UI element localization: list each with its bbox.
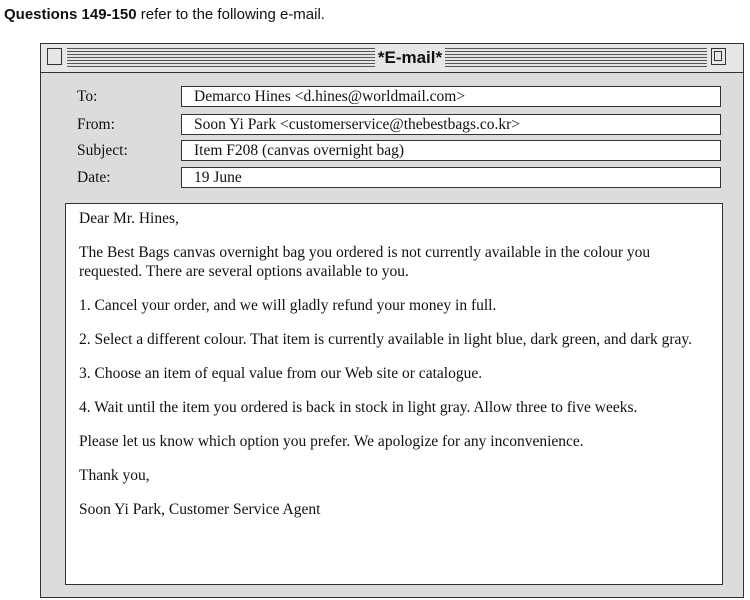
email-signature: Soon Yi Park, Customer Service Agent (79, 501, 321, 518)
date-row (41, 167, 743, 189)
from-field[interactable]: Soon Yi Park <customerservice@thebestbags.co.kr> (181, 114, 721, 135)
email-greeting: Dear Mr. Hines, (79, 210, 179, 227)
window-titlebar[interactable] (41, 44, 743, 73)
question-reference: Questions 149-150 (4, 6, 137, 23)
subject-field[interactable]: Item F208 (canvas overnight bag) (181, 140, 721, 161)
to-field[interactable]: Demarco Hines <d.hines@worldmail.com> (181, 86, 721, 107)
question-intro-text: refer to the following e-mail. (136, 6, 325, 23)
email-body[interactable] (65, 203, 723, 585)
zoom-box-icon[interactable] (711, 48, 726, 65)
from-row (41, 114, 743, 136)
question-intro (4, 6, 325, 23)
option-3: 3. Choose an item of equal value from our Web site or catalogue. (79, 365, 483, 382)
date-label: Date: (77, 169, 111, 186)
email-window (40, 43, 744, 598)
email-paragraph: The Best Bags canvas overnight bag you ordered is not currently available in the colour you requested. There are several options available to you. (79, 244, 651, 280)
option-2: 2. Select a different colour. That item is currently available in light blue, dark green, and dark gray. (79, 331, 693, 348)
from-label: From: (77, 116, 115, 133)
to-label: To: (77, 88, 98, 105)
email-signoff: Thank you, (79, 467, 150, 484)
closing-request: Please let us know which option you prefer. We apologize for any inconvenience. (79, 433, 584, 450)
titlebar-stripes-right (445, 48, 707, 67)
to-row (41, 86, 743, 108)
subject-row (41, 140, 743, 162)
titlebar-stripes-left (67, 48, 375, 67)
close-box-icon[interactable] (47, 48, 62, 65)
subject-label: Subject: (77, 142, 128, 159)
option-1: 1. Cancel your order, and we will gladly refund your money in full. (79, 297, 497, 314)
date-field[interactable]: 19 June (181, 167, 721, 188)
option-4: 4. Wait until the item you ordered is back in stock in light gray. Allow three to five weeks. (79, 399, 638, 416)
window-title: *E-mail* (375, 47, 445, 69)
